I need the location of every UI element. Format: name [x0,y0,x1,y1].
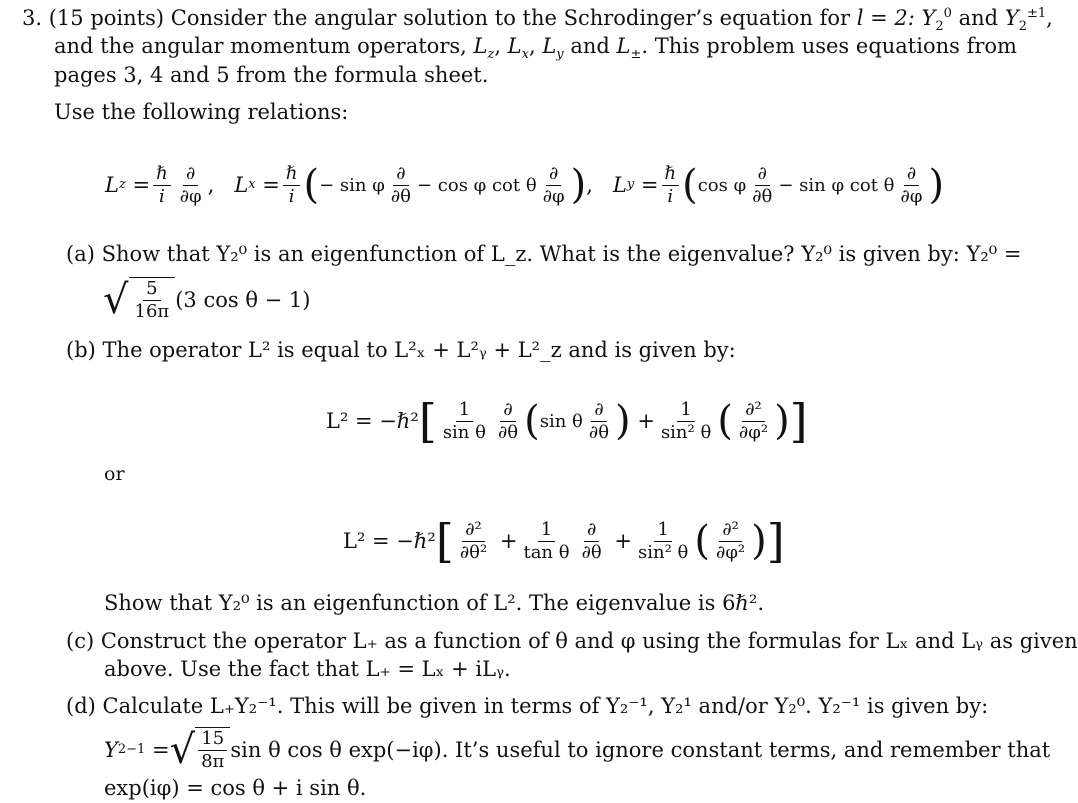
intro-text-2: and the angular momentum operators, [54,34,467,58]
operator-relations-equation: L z = $\frac{\text{ℏ}}{i}$ $\frac{\partial}{\partial\varphi}$ , L x = $\frac{\text{ℏ}}{i}$ ( − sin φ $\frac{\partial}{\partial\theta}$ − cos φ cot θ $\frac{\partial}{\partial\varphi}$ ) , L y = $\frac{\text{ℏ}}{i}$ ( cos φ $\frac{\partial}{\partial\theta}$ − sin φ cot θ $\frac{\partial}{\partial\varphi}$ ) [105,162,945,208]
part-b-label: (b) [66,338,96,362]
part-a-label: (a) [66,242,95,266]
l-value: l = 2: [856,6,915,30]
intro-text-2b: This problem uses equations from [654,34,1017,58]
l2-equation-2: L² = −ℏ² [ $\frac{\text{∂²}}{\text{∂θ²}}$ + $\frac{1}{\text{tan θ}}$ $\frac{\partial}{\partial\theta}$ + $\frac{1}{\text{sin² θ}}$ ( $\frac{\text{∂²}}{\text{∂φ²}}$ ) ] [343,514,785,568]
or-text: or [104,463,125,485]
part-d-text-3: exp(iφ) = cos θ + i sin θ. [104,776,367,800]
part-c-text-2: above. Use the fact that L₊ = Lₓ + iLᵧ. [104,657,511,681]
and-word: and [958,6,999,30]
problem-intro-line-3: pages 3, 4 and 5 from the formula sheet. [54,63,489,87]
part-c-label: (c) [66,629,95,653]
intro-text-1: Consider the angular solution to the Schrodinger’s equation for [170,6,851,30]
part-d-formula: Y 2 −1 = √ $\frac{15}{8\pi}$ sin θ cos θ exp(−iφ). It’s useful to ignore constant terms, and remember that [104,727,1051,773]
problem-intro-line-1: 3. (15 points) Consider the angular solution to the Schrodinger’s equation for l = 2: $Y_2^0$ and $Y_2^{\pm 1}$, [22,6,1053,35]
part-d-text-1: (d) Calculate L₊Y₂⁻¹. This will be given in terms of Y₂⁻¹, Y₂¹ and/or Y₂⁰. Y₂⁻¹ is given by: [66,694,989,718]
part-c-text-1: (c) Construct the operator L₊ as a function of θ and φ using the formulas for Lₓ and Lᵧ as given [66,629,1078,653]
l2-equation-1: L² = −ℏ² [ $\frac{1}{\text{sin θ}}$ $\frac{\partial}{\partial\theta}$ ( sin θ $\frac{\partial}{\partial\theta}$ ) + $\frac{1}{\text{sin² θ}}$ ( $\frac{\text{∂²}}{\text{∂φ²}}$ ) ] [326,394,808,448]
problem-points: (15 points) [48,6,165,30]
part-b-text: (b) The operator L² is equal to L²ₓ + L²ᵧ + L²_z and is given by: [66,338,736,362]
part-a-formula: √ $\frac{5}{16\pi}$ (3 cos θ − 1) [103,277,311,323]
part-d-label: (d) [66,694,96,718]
problem-number: 3. [22,6,43,30]
problem-intro-line-2: and the angular momentum operators, $L_z$, $L_x$, $L_y$ and $L_\pm$. This problem uses equations from [54,34,1017,63]
part-b-show-text: Show that Y₂⁰ is an eigenfunction of L². The eigenvalue is 6ℏ². [104,591,765,615]
use-relations-text: Use the following relations: [54,100,349,124]
part-a-text: (a) Show that Y₂⁰ is an eigenfunction of L_z. What is the eigenvalue? Y₂⁰ is given by: Y₂⁰ = [66,242,1022,266]
